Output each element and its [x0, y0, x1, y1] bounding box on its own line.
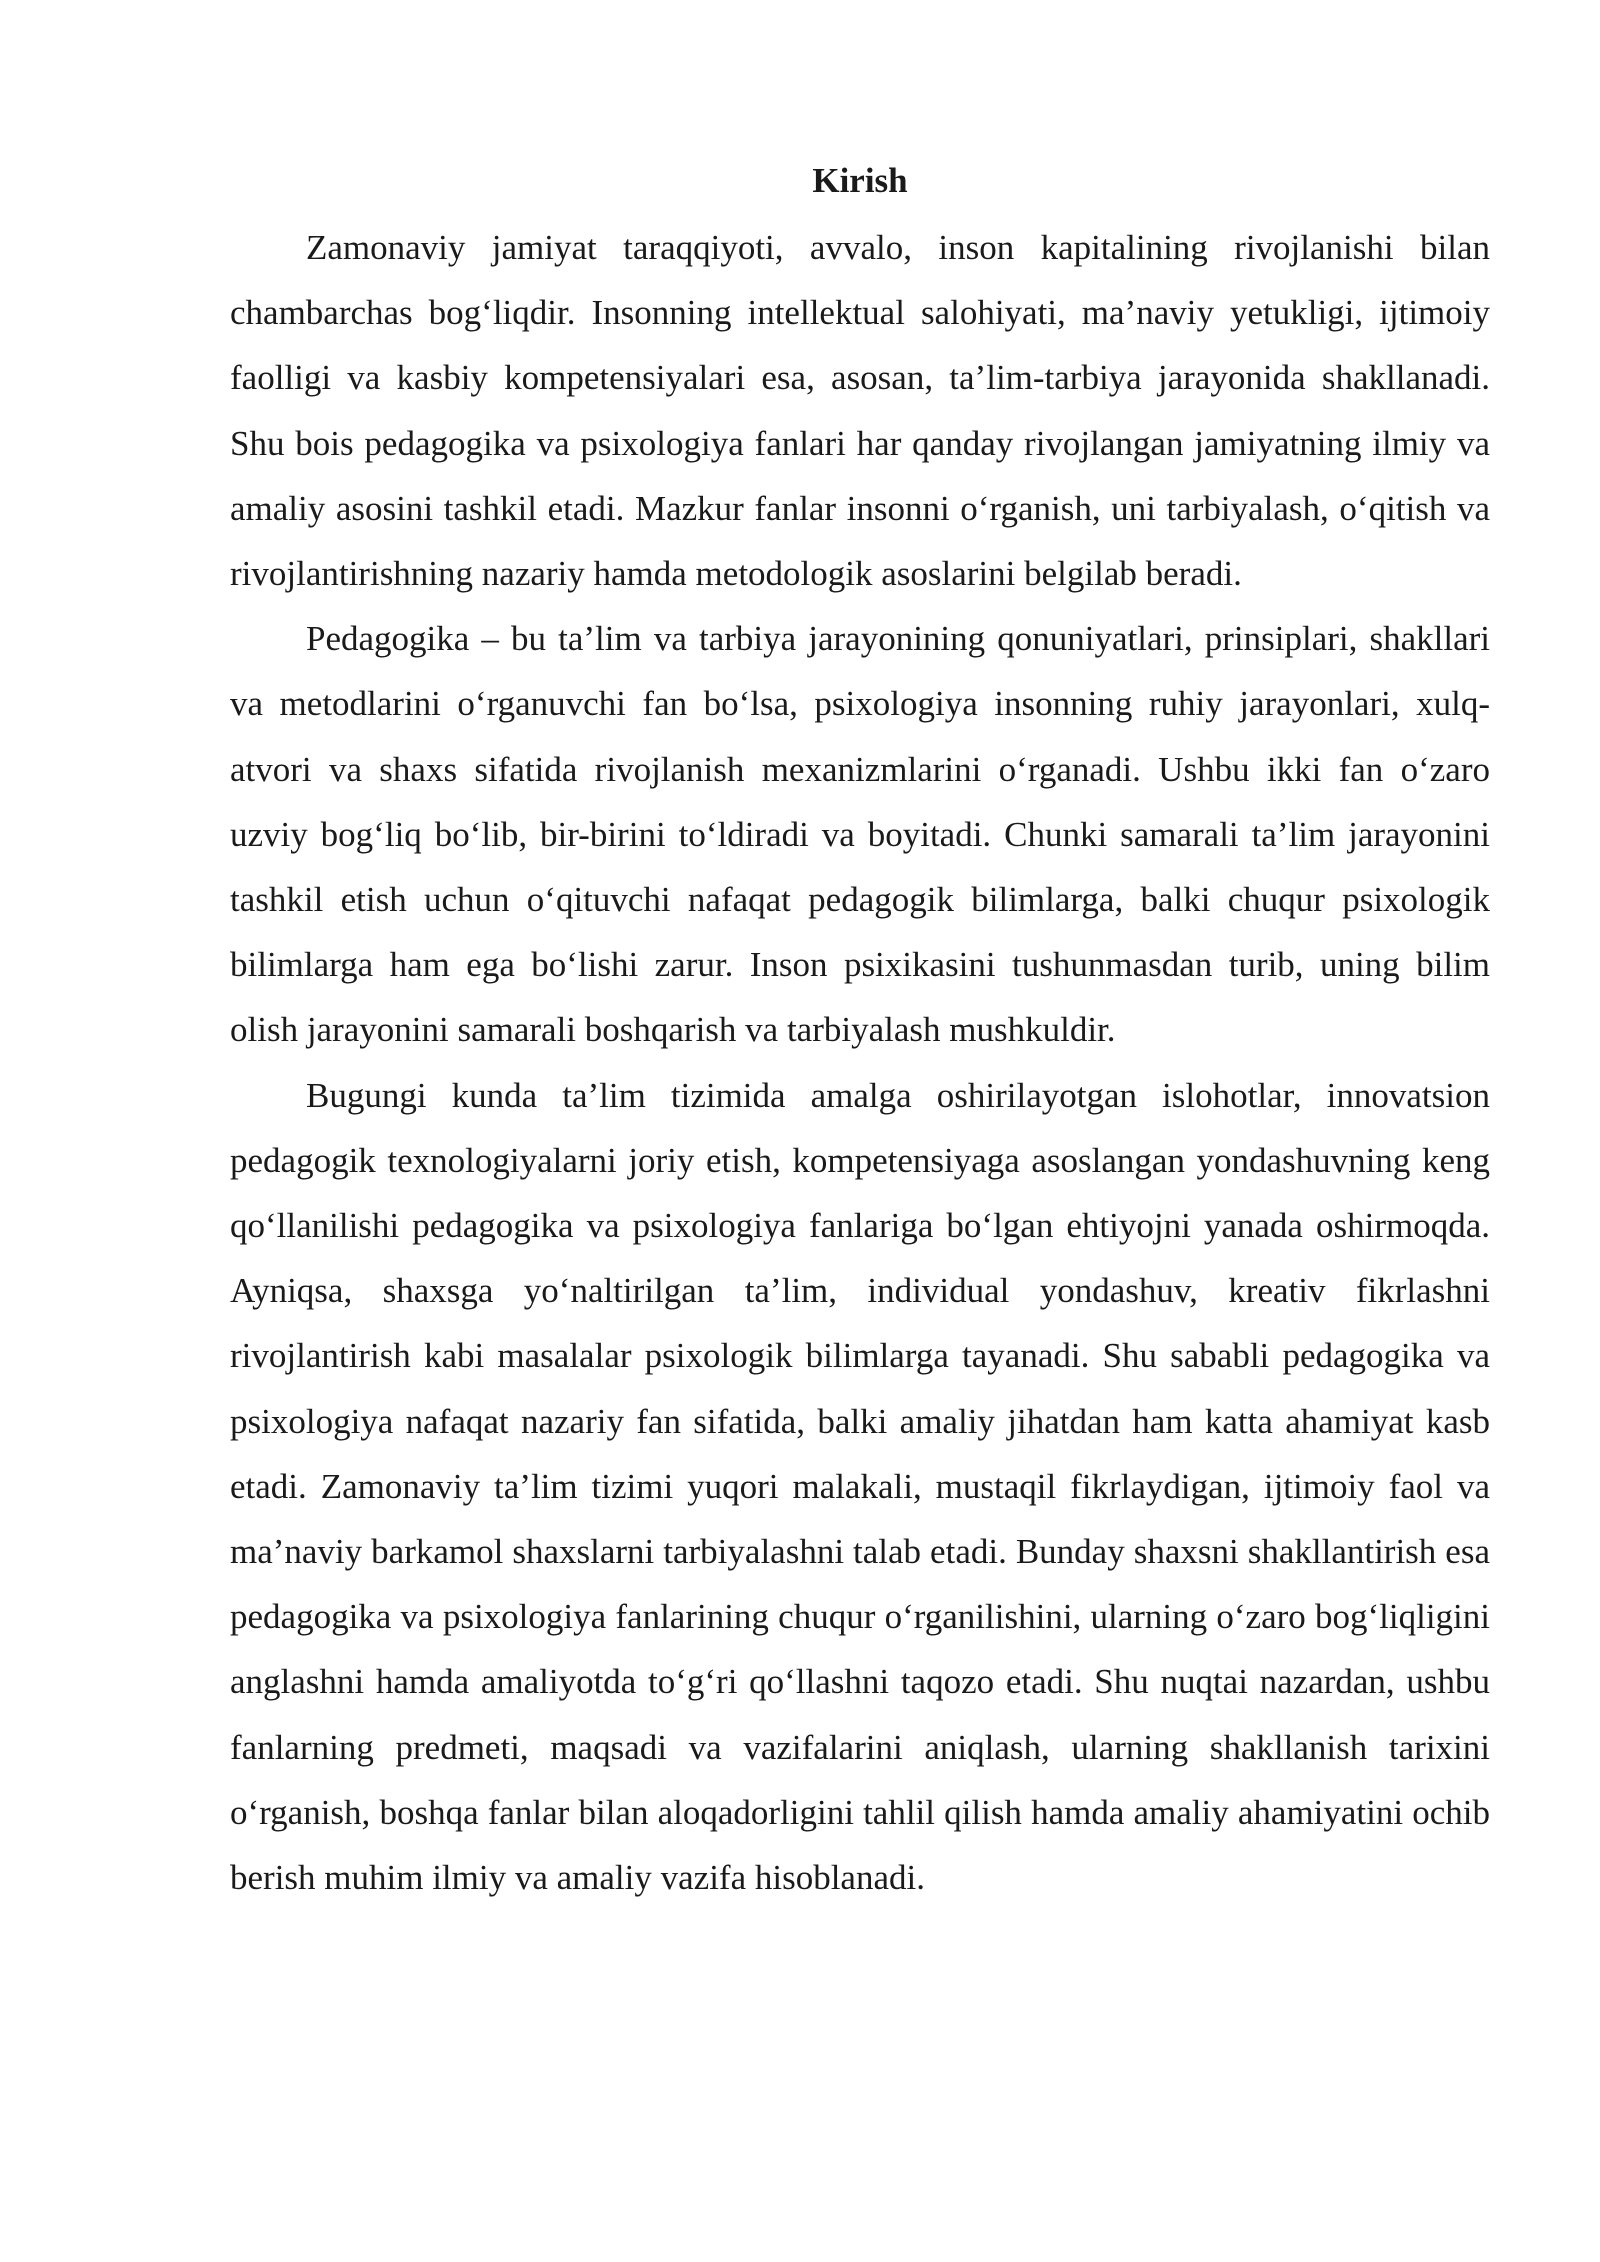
paragraph-1: Zamonaviy jamiyat taraqqiyoti, avvalo, inson kapitalining rivojlanishi bilan chambarchas bog‘liqdir. Insonning intellektual salohiyati, ma’naviy yetukligi, ijtimoiy faolligi va kasbiy kompetensiyalari esa, asosan, ta’lim-tarbiya jarayonida shakllanadi. Shu bois pedagogika va psixologiya fanlari har qanday rivojlangan jamiyatning ilmiy va amaliy asosini tashkil etadi. Mazkur fanlar insonni o‘rganish, uni tarbiyalash, o‘qitish va rivojlantirishning nazariy hamda metodologik asoslarini belgilab beradi. — [230, 228, 1490, 594]
paragraph-2: Pedagogika – bu ta’lim va tarbiya jarayonining qonuniyatlari, prinsiplari, shakllari va metodlarini o‘rganuvchi fan bo‘lsa, psixologiya insonning ruhiy jarayonlari, xulq-atvori va shaxs sifatida rivojlanish mexanizmlarini o‘rganadi. Ushbu ikki fan o‘zaro uzviy bog‘liq bo‘lib, bir-birini to‘ldiradi va boyitadi. Chunki samarali ta’lim jarayonini tashkil etish uchun o‘qituvchi nafaqat pedagogik bilimlarga, balki chuqur psixologik bilimlarga ham ega bo‘lishi zarur. Inson psixikasini tushunmasdan turib, uning bilim olish jarayonini samarali boshqarish va tarbiyalash mushkuldir. — [230, 619, 1490, 1050]
paragraph-3: Bugungi kunda ta’lim tizimida amalga oshirilayotgan islohotlar, innovatsion pedagogik texnologiyalarni joriy etish, kompetensiyaga asoslangan yondashuvning keng qo‘llanilishi pedagogika va psixologiya fanlariga bo‘lgan ehtiyojni yanada oshirmoqda. Ayniqsa, shaxsga yo‘naltirilgan ta’lim, individual yondashuv, kreativ fikrlashni rivojlantirish kabi masalalar psixologik bilimlarga tayanadi. Shu sababli pedagogika va psixologiya nafaqat nazariy fan sifatida, balki amaliy jihatdan ham katta ahamiyat kasb etadi. Zamonaviy ta’lim tizimi yuqori malakali, mustaqil fikrlaydigan, ijtimoiy faol va ma’naviy barkamol shaxslarni tarbiyalashni talab etadi. Bunday shaxsni shakllantirish esa pedagogika va psixologiya fanlarining chuqur o‘rganilishini, ularning o‘zaro bog‘liqligini anglashni hamda amaliyotda to‘g‘ri qo‘llashni taqozo etadi. Shu nuqtai nazardan, ushbu fanlarning predmeti, maqsadi va vazifalarini aniqlash, ularning shakllanish tarixini o‘rganish, boshqa fanlar bilan aloqadorligini tahlil qilish hamda amaliy ahamiyatini ochib berish muhim ilmiy va amaliy vazifa hisoblanadi. — [230, 1075, 1490, 1898]
page-title: Kirish — [812, 161, 908, 200]
document-body — [230, 148, 1490, 1910]
